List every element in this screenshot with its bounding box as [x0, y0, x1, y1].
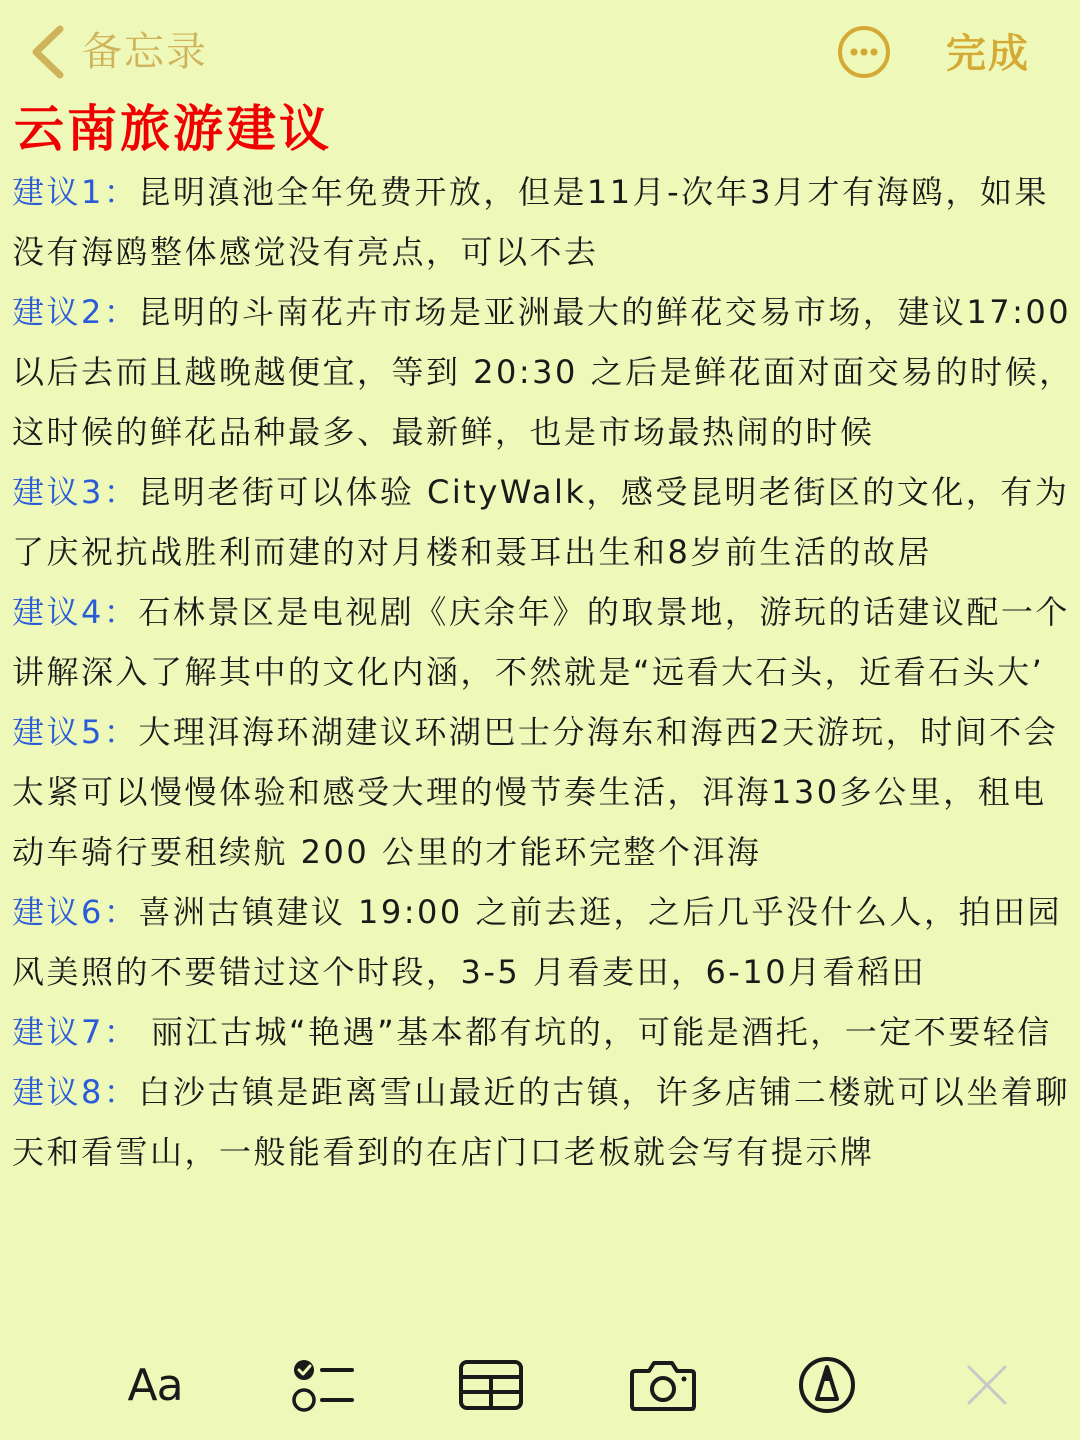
more-options-button[interactable] — [836, 24, 892, 80]
tip-label: 建议5： — [12, 713, 139, 751]
format-text-icon: Aa — [127, 1359, 183, 1411]
tip-paragraph — [12, 162, 1076, 282]
markup-button[interactable] — [792, 1352, 862, 1418]
note-title[interactable]: 云南旅游建议 — [14, 100, 332, 158]
checklist-icon — [290, 1356, 356, 1414]
camera-icon — [629, 1357, 697, 1413]
camera-button[interactable] — [628, 1352, 698, 1418]
tip-text: 白沙古镇是距离雪山最近的古镇，许多店铺二楼就可以坐着聊天和看雪山，一般能看到的在店门口老板就会写有提示牌 — [12, 1073, 1070, 1171]
tip-label: 建议7： — [12, 1013, 139, 1051]
tip-text: 丽江古城“艳遇”基本都有坑的，可能是酒托，一定不要轻信 — [138, 1013, 1052, 1051]
tip-text: 石林景区是电视剧《庆余年》的取景地，游玩的话建议配一个讲解深入了解其中的文化内涵，不然就是“远看大石头，近看石头大’ — [12, 593, 1070, 691]
tip-paragraph — [12, 282, 1076, 462]
tip-label: 建议2： — [12, 293, 139, 331]
tip-text: 大理洱海环湖建议环湖巴士分海东和海西2天游玩，时间不会太紧可以慢慢体验和感受大理的慢节奏生活，洱海130多公里，租电动车骑行要租续航 200 公里的才能环完整个洱海 — [12, 713, 1059, 871]
back-button[interactable] — [26, 22, 208, 82]
tip-label: 建议4： — [12, 593, 139, 631]
tip-paragraph — [12, 582, 1076, 702]
tip-text: 昆明滇池全年免费开放，但是11月-次年3月才有海鸥，如果没有海鸥整体感觉没有亮点，可以不去 — [12, 173, 1050, 271]
tip-label: 建议3： — [12, 473, 139, 511]
tip-text: 昆明老街可以体验 CityWalk，感受昆明老街区的文化，有为了庆祝抗战胜利而建的对月楼和聂耳出生和8岁前生活的故居 — [12, 473, 1070, 571]
table-icon — [458, 1359, 524, 1411]
tip-paragraph — [12, 882, 1076, 1002]
tip-paragraph — [12, 702, 1076, 882]
close-keyboard-button[interactable] — [952, 1352, 1022, 1418]
more-icon — [836, 24, 892, 80]
tip-text: 喜洲古镇建议 19:00 之前去逛，之后几乎没什么人，拍田园风美照的不要错过这个时段，3-5 月看麦田，6-10月看稻田 — [12, 893, 1062, 991]
tip-label: 建议6： — [12, 893, 139, 931]
top-navigation-bar — [0, 0, 1080, 100]
note-body[interactable] — [12, 162, 1076, 1182]
done-button[interactable]: 完成 — [946, 31, 1030, 77]
format-text-button[interactable] — [120, 1352, 190, 1418]
tip-label: 建议1： — [12, 173, 139, 211]
tip-label: 建议8： — [12, 1073, 139, 1111]
tip-text: 昆明的斗南花卉市场是亚洲最大的鲜花交易市场，建议17:00 以后去而且越晚越便宜，等到 20:30 之后是鲜花面对面交易的时候，这时候的鲜花品种最多、最新鲜，也是市场最热闹的时候 — [12, 293, 1074, 451]
chevron-left-icon — [26, 23, 70, 81]
close-icon — [965, 1363, 1009, 1407]
table-button[interactable] — [456, 1352, 526, 1418]
tip-paragraph — [12, 462, 1076, 582]
tip-paragraph — [12, 1002, 1076, 1062]
back-button-label: 备忘录 — [82, 29, 208, 75]
checklist-button[interactable] — [288, 1352, 358, 1418]
editing-toolbar — [0, 1340, 1080, 1430]
tip-paragraph — [12, 1062, 1076, 1182]
markup-pen-icon — [797, 1355, 857, 1415]
